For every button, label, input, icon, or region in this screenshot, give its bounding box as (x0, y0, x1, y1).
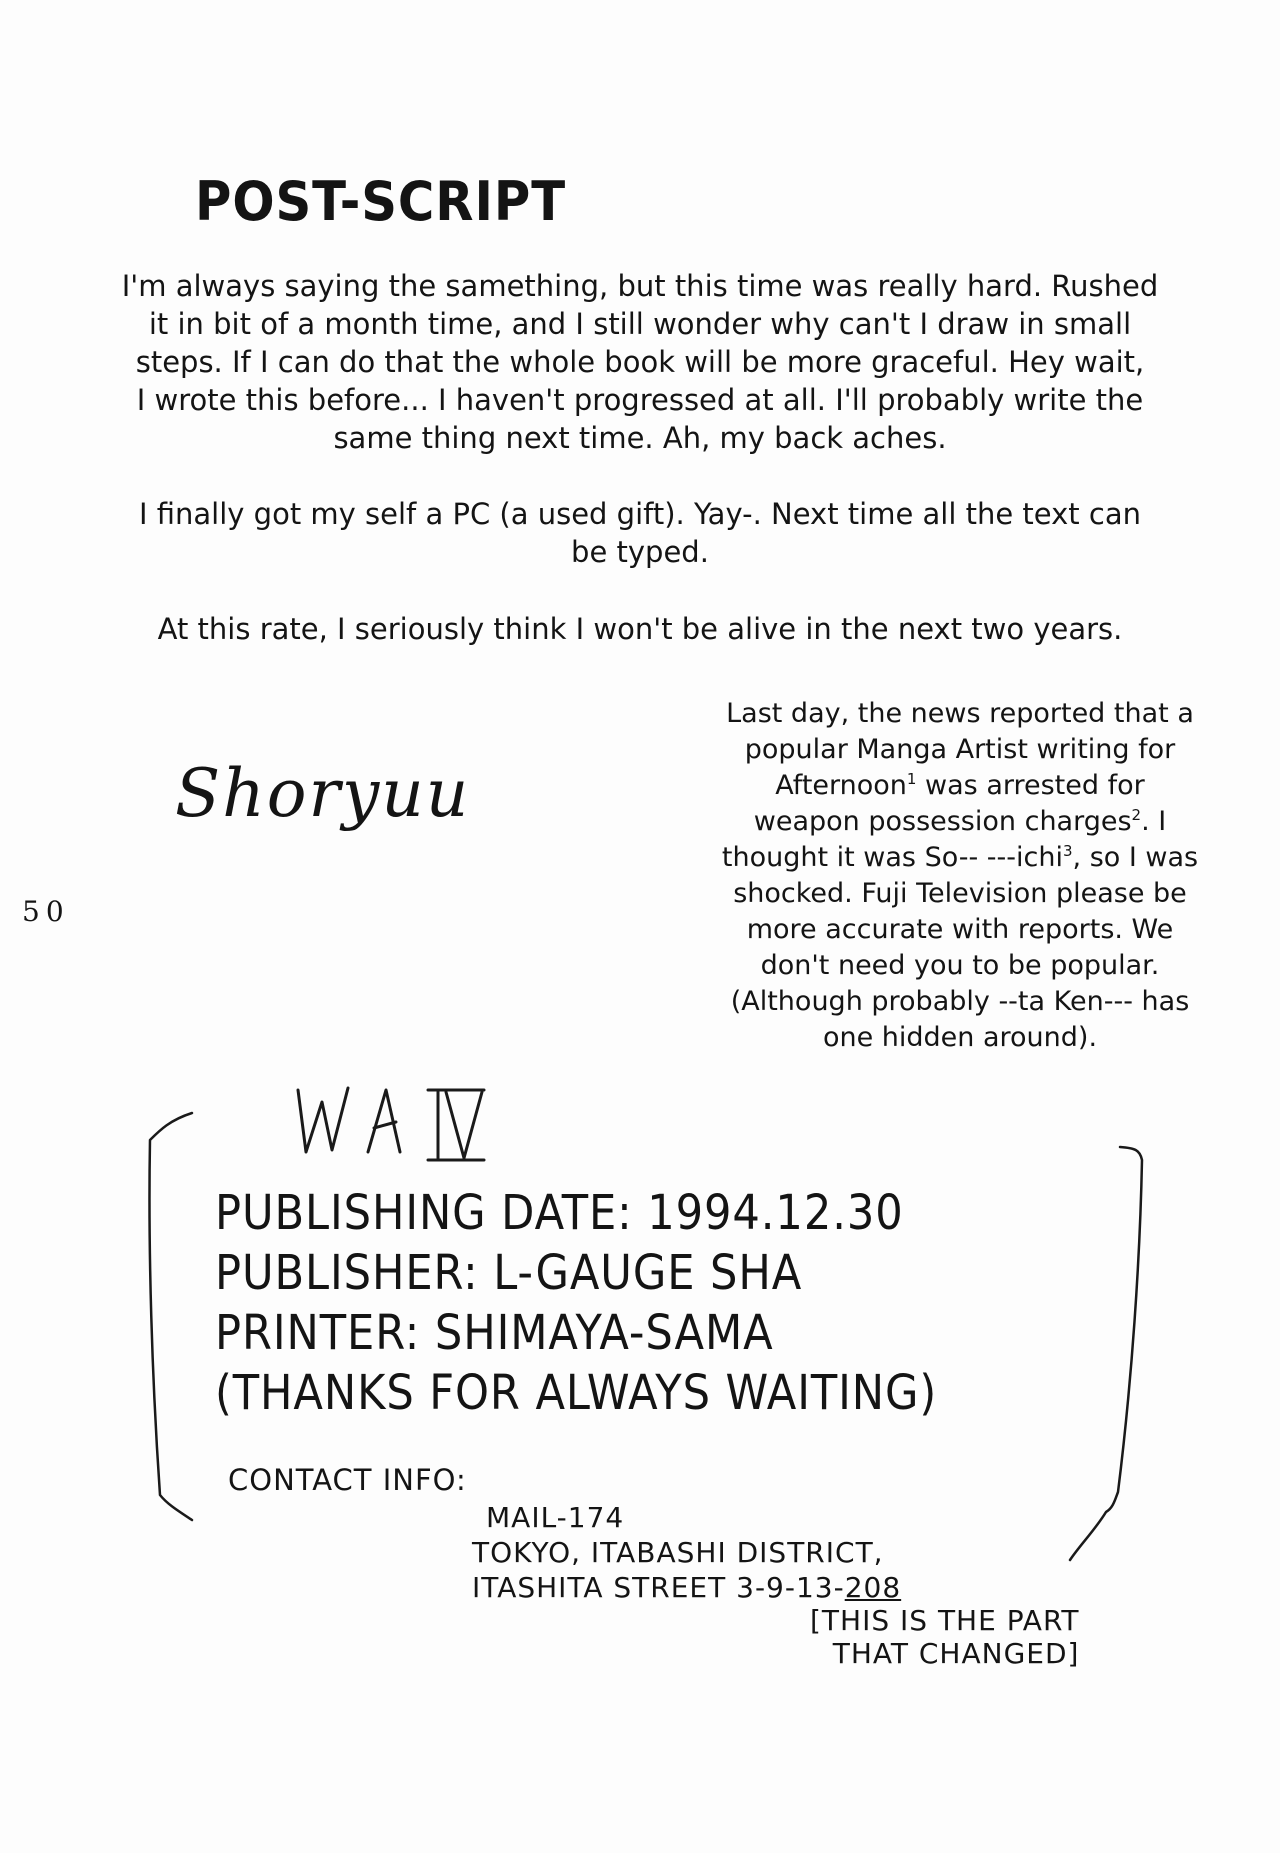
author-signature: Shoryuu (175, 755, 471, 832)
contact-street-changed: 208 (844, 1571, 902, 1604)
footnote-marker: 1 (906, 770, 917, 788)
contact-info-label: CONTACT INFO: (228, 1463, 467, 1497)
contact-change-note (810, 1604, 1079, 1670)
contact-street: ITASHITA STREET 3-9-13-208 (472, 1571, 902, 1604)
postscript-paragraph-2: I finally got my self a PC (a used gift). Yay-. Next time all the text can be typed. (138, 497, 1141, 569)
side-note-line: don't need you to be popular. (760, 950, 1160, 981)
footnote-marker: 2 (1131, 806, 1142, 824)
postscript-paragraph-3: At this rate, I seriously think I won't be alive in the next two years. (157, 612, 1123, 646)
contact-note-line: THAT CHANGED] (832, 1637, 1080, 1670)
side-note-line: (Although probably --ta Ken--- has (730, 986, 1190, 1017)
side-note-line: Last day, the news reported that a (726, 698, 1194, 729)
page-number: 50 (22, 895, 70, 928)
contact-note-line: [THIS IS THE PART (810, 1604, 1080, 1637)
side-note-line: thought it was So-- ---ichi$^3$, so I was (721, 842, 1199, 873)
side-note-line: popular Manga Artist writing for (744, 734, 1176, 765)
publishing-date: PUBLISHING DATE: 1994.12.30 (215, 1185, 904, 1241)
contact-district: TOKYO, ITABASHI DISTRICT, (472, 1536, 884, 1569)
publisher: PUBLISHER: L-GAUGE SHA (215, 1245, 803, 1301)
side-note-line: shocked. Fuji Television please be (733, 878, 1187, 909)
side-note-line: more accurate with reports. We (746, 914, 1174, 945)
printer-thanks: (THANKS FOR ALWAYS WAITING) (215, 1365, 938, 1421)
printer: PRINTER: SHIMAYA-SAMA (215, 1305, 774, 1361)
postscript-title: POST-SCRIPT (195, 170, 567, 233)
postscript-paragraph-1: I'm always saying the samething, but this time was really hard. Rushed it in bit of a month time, and I still wonder why can't I draw in small steps. If I can do that the whole book will be more graceful. Hey wait, I wrote this before... I haven't progressed at all. I'll probably write the same thing next time. Ah, my back aches. (121, 269, 1159, 455)
side-note-line: one hidden around). (822, 1022, 1098, 1053)
publication-info (215, 1183, 937, 1423)
side-note-line: Afternoon$^1$ was arrested for (775, 770, 1145, 801)
contact-mail: MAIL-174 (486, 1501, 625, 1534)
footnote-marker: 3 (1063, 842, 1073, 860)
contact-address (472, 1500, 901, 1605)
side-note-line: weapon possession charges$^2$. I (753, 806, 1167, 837)
